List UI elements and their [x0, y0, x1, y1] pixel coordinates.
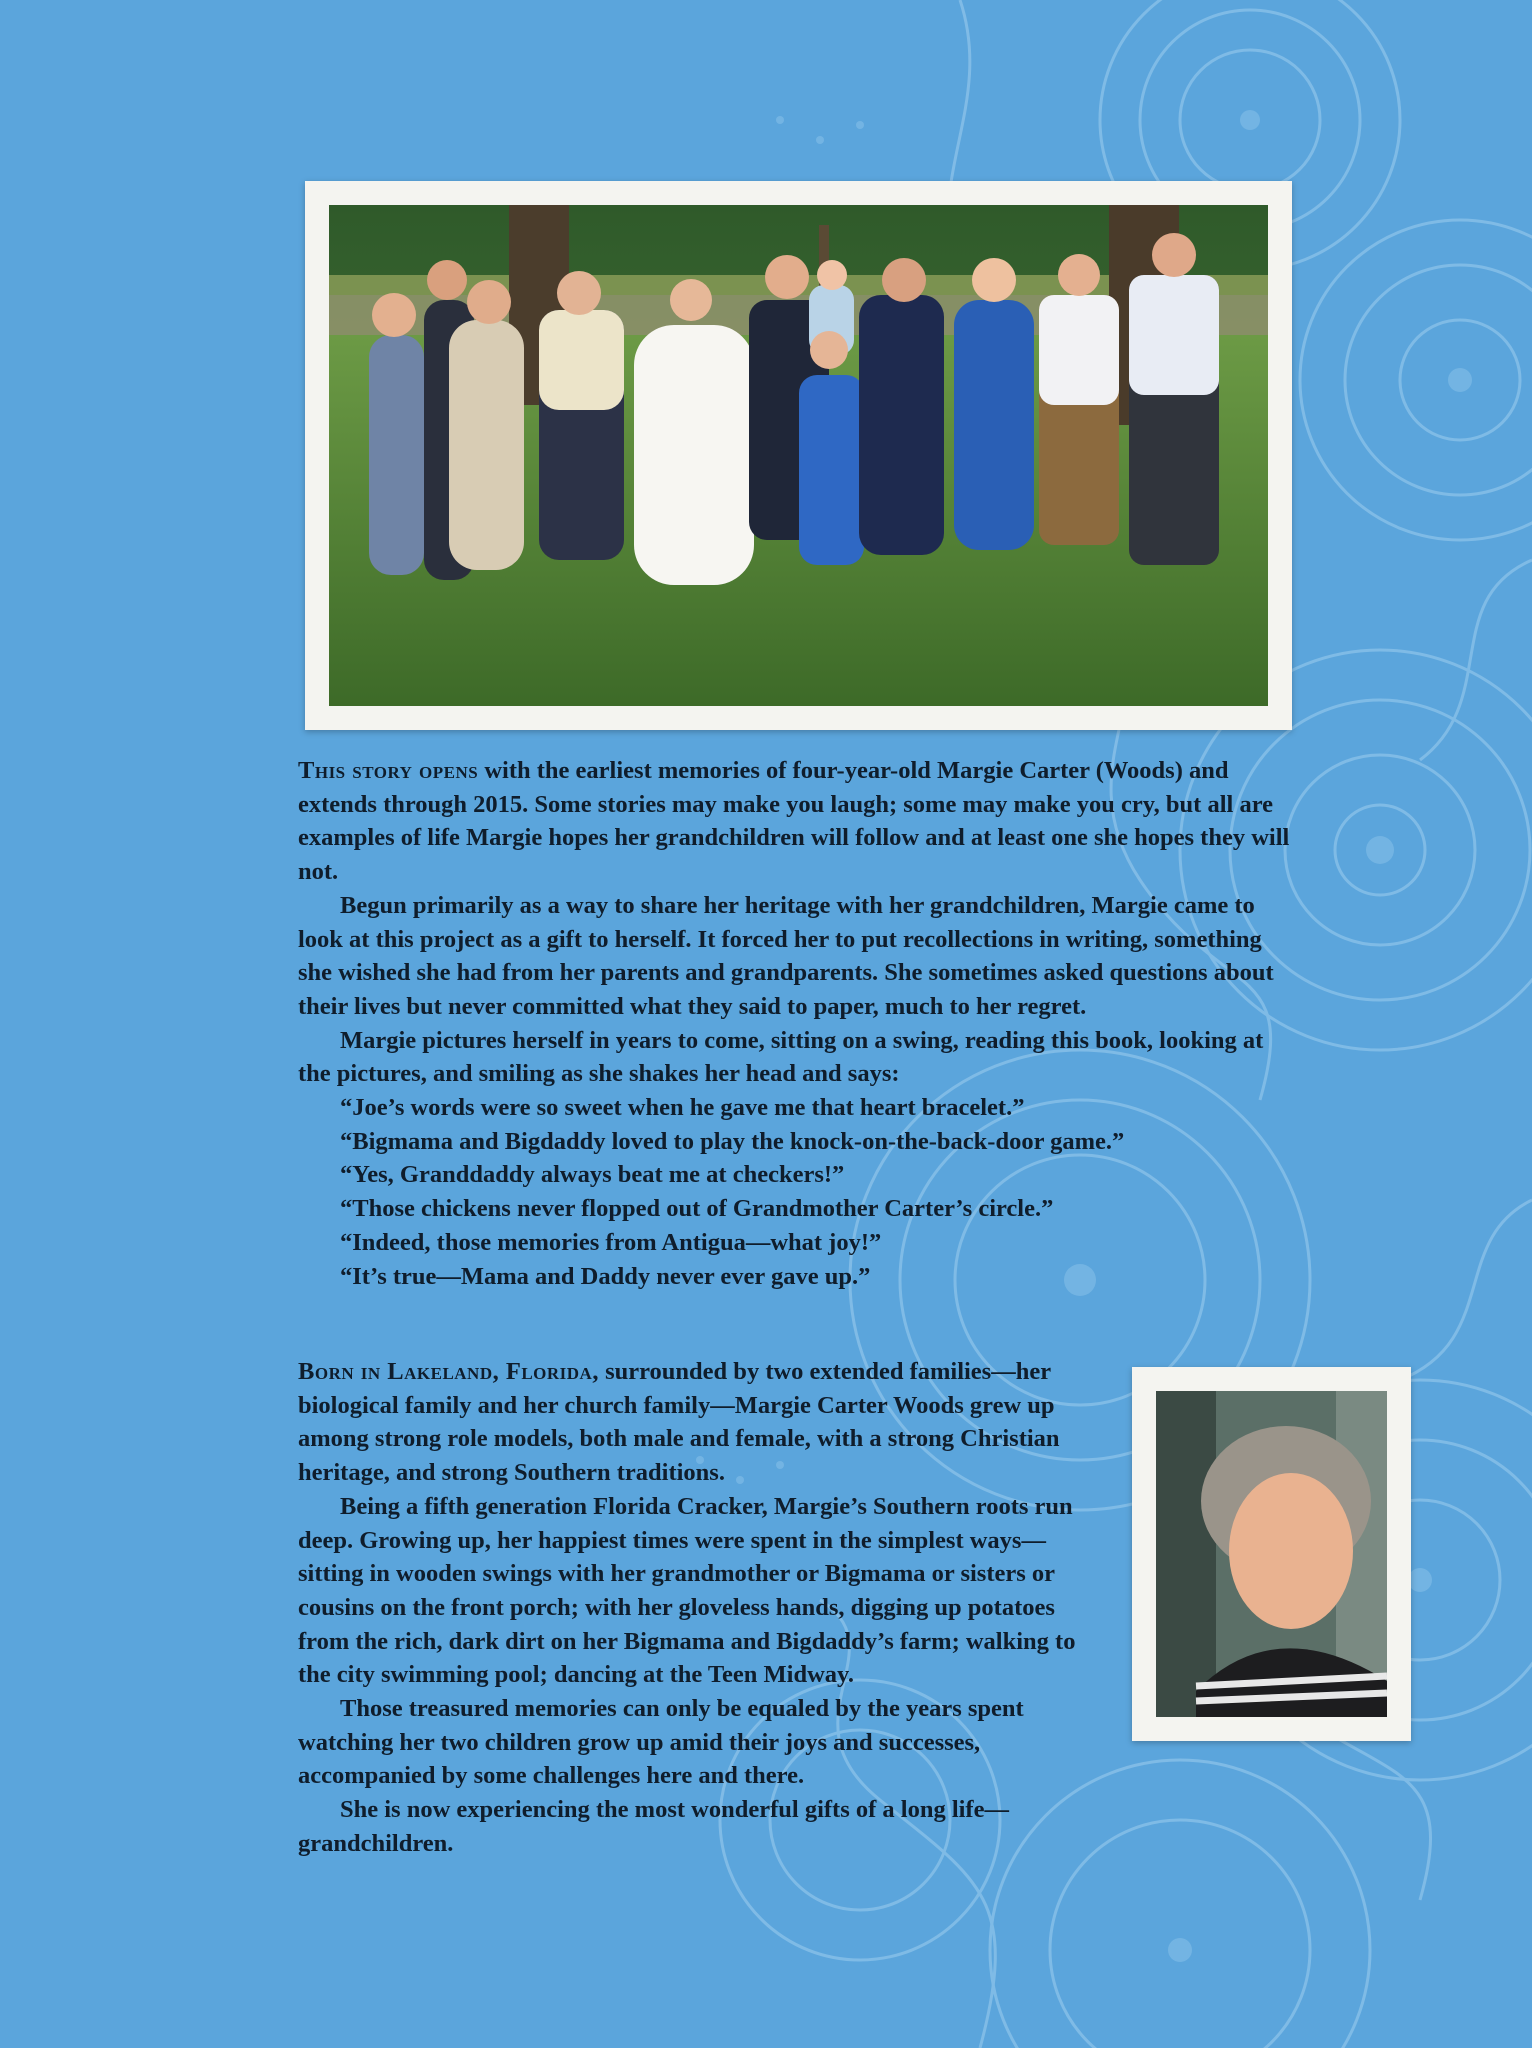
intro-paragraph-1: This story opens with the earliest memories of four-year-old Margie Carter (Woods) and extends through 2015. Some stories may make you laugh; some may make you cry, but all are examples of life Margie hopes her grandchildren will follow and at least one she hopes they will not.	[298, 757, 1290, 886]
bio-paragraph-2: Being a fifth generation Florida Cracker, Margie’s Southern roots run deep. Growing up, her happiest times were spent in the simplest ways—sitting in wooden swings with her grandmother or Bigmama or sisters or cousins on the front porch; with her gloveless hands, digging up potatoes from the rich, dark dirt on her Bigmama and Bigdaddy’s farm; walking to the city swimming pool; dancing at the Teen Midway.	[298, 1492, 1076, 1689]
intro-lead-text: This story opens	[298, 757, 479, 784]
author-bio-section	[298, 1355, 1108, 1861]
bio-paragraph-1: Born in Lakeland, Florida, surrounded by two extended families—her biological family and her church family—Margie Carter Woods grew up among strong role models, both male and female, with a strong Christian heritage, and strong Southern traditions.	[298, 1358, 1060, 1487]
story-intro-section	[298, 754, 1300, 1293]
quote-2: “Bigmama and Bigdaddy loved to play the knock-on-the-back-door game.”	[340, 1127, 1125, 1155]
family-photo-frame	[305, 181, 1292, 730]
quote-3: “Yes, Granddaddy always beat me at checkers!”	[340, 1161, 845, 1189]
bio-lead-text: Born in Lakeland, Florida,	[298, 1358, 599, 1385]
portrait-photo-frame	[1132, 1367, 1411, 1741]
quote-6: “It’s true—Mama and Daddy never ever gave up.”	[340, 1262, 871, 1290]
quote-5: “Indeed, those memories from Antigua—what joy!”	[340, 1228, 882, 1256]
quote-4: “Those chickens never flopped out of Grandmother Carter’s circle.”	[340, 1195, 1054, 1223]
intro-paragraph-2: Begun primarily as a way to share her heritage with her grandchildren, Margie came to look at this project as a gift to herself. It forced her to put recollections in writing, something she wished she had from her parents and grandparents. She sometimes asked questions about their lives but never committed what they said to paper, much to her regret.	[298, 891, 1274, 1020]
quote-1: “Joe’s words were so sweet when he gave me that heart bracelet.”	[340, 1094, 1025, 1122]
bio-paragraph-3: Those treasured memories can only be equaled by the years spent watching her two children grow up amid their joys and successes, accompanied by some challenges here and there.	[298, 1695, 1024, 1790]
bio-paragraph-4: She is now experiencing the most wonderful gifts of a long life—grandchildren.	[298, 1796, 1009, 1857]
family-wedding-photo-icon	[329, 205, 1268, 706]
intro-paragraph-3: Margie pictures herself in years to come, sitting on a swing, reading this book, looking at the pictures, and smiling as she shakes her head and says:	[298, 1026, 1264, 1088]
author-portrait-photo-icon	[1156, 1391, 1387, 1717]
